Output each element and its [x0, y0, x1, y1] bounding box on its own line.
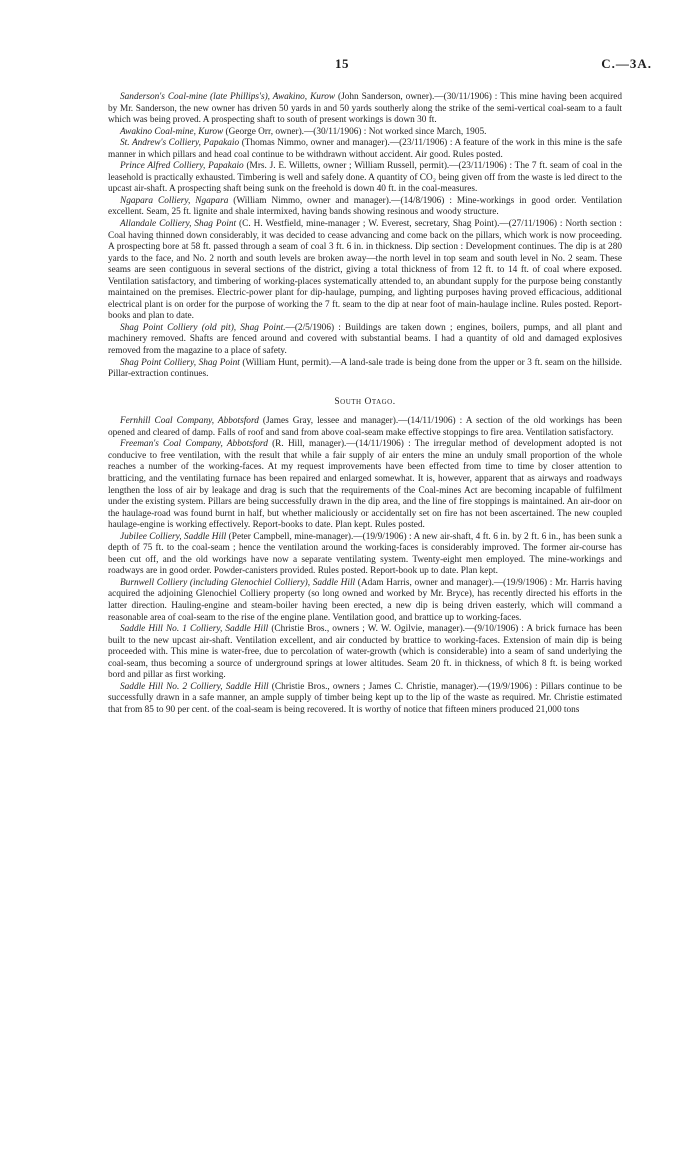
colliery-title: Shag Point Colliery, Shag Point — [120, 357, 240, 368]
paragraph-body: (Christie Bros., owners ; W. W. Ogilvie, manager).—(9/10/1906) : A brick furnace has been built to the new upcast air-shaft. Ventilation excellent, and air conducted by brattice to working-faces. Extension of main dip is being proceeded with. This mine is water-free, due to percolation of water-growth (which is considerable) into a seam of sand underlying the coal-seam, thus becoming a source of underground springs at lower altitudes. Seam 20 ft. in thickness, of which 8 ft. is being worked bord and pillar as first working. — [108, 624, 622, 681]
page-number: 15 — [335, 56, 349, 71]
paragraph-body: (C. H. Westfield, mine-manager ; W. Everest, secretary, Shag Point).—(27/11/1906) : North section : Coal having thinned down considerably, it was decided to cease advancing and come back on the pillars, which work is now proceeding. A prospecting bore at 58 ft. passed through a seam of coal 3 ft. 6 in. in thickness. Dip section : Development continues. The dip is at 280 yards to the face, and No. 2 north and south levels are broken away—the north level in top seam and south level in No. 2 seam. These seams are seen contiguous in several sections of the district, giving a total thickness of from 12 ft. to 14 ft. of coal where exposed. Ventilation satisfactory, and timbering of working-places systematically attended to, an abundant supply for the purpose being constantly maintained on the premises. Electric-power plant for dip-haulage, pumping, and lighting purposes having proved efficacious, additional electrical plant is on order for the purpose of working the 7 ft. seam to the dip at near foot of main-haulage incline. Rules posted. Report-books and plan to date. — [108, 219, 622, 322]
report-paragraph — [108, 532, 622, 578]
paragraph-body: (Thomas Nimmo, owner and manager).—(23/11/1906) : A feature of the work in this mine is the safe manner in which pillars and head coal continue to be withdrawn without accident. Air good. Rules posted. — [108, 138, 622, 160]
north-otago-section — [108, 92, 622, 381]
document-page — [108, 56, 652, 716]
report-paragraph — [108, 323, 622, 358]
colliery-title: Allandale Colliery, Shag Point — [120, 219, 237, 230]
paragraph-body: (William Hunt, permit).—A land-sale trade is being done from the upper or 3 ft. seam on the hillside. Pillar-extraction continues. — [108, 357, 622, 380]
colliery-title: Prince Alfred Colliery, Papakaio — [120, 161, 244, 172]
paragraph-body: —(2/5/1906) : Buildings are taken down ; engines, boilers, pumps, and all plant and machinery removed. Shafts are fenced around and covered with substantial beams. I had a quantity of old and damaged explosives removed from the magazine to a place of safety. — [108, 322, 623, 357]
report-paragraph — [108, 439, 622, 531]
document-reference: C.—3A. — [601, 56, 652, 71]
paragraph-body: (George Orr, owner).—(30/11/1906) : Not worked since March, 1905. — [223, 126, 487, 137]
colliery-title: Awakino Coal-mine, Kurow — [120, 126, 224, 137]
colliery-title: Freeman's Coal Company, Abbotsford — [120, 439, 268, 450]
paragraph-body: (Christie Bros., owners ; James C. Christie, manager).—(19/9/1906) : Pillars continue to be successfully drawn in a safe manner, an ample supply of timber being kept up to the lip of the waste as required. Mr. Christie estimated that from 85 to 90 per cent. of the coal-seam is being recovered. It is worthy of notice that fifteen miners produced 21,000 tons — [108, 681, 622, 715]
report-paragraph — [108, 161, 622, 196]
paragraph-body: (Peter Campbell, mine-manager).—(19/9/1906) : A new air-shaft, 4 ft. 6 in. by 2 ft. 6 in., has been sunk a depth of 75 ft. to the coal-seam ; hence the ventilation around the working-faces is considerably improved. The former air-course has been cut off, and the old workings have now a separate ventilating system. Twenty-eight men employed. The mine-workings and roadways are in good order. Powder-canisters provided. Rules posted. Report-book up to date. Plan kept. — [108, 531, 622, 577]
colliery-title: Sanderson's Coal-mine (late Phillips's), Awakino, Kurow — [120, 92, 336, 102]
south-otago-section — [108, 416, 622, 716]
colliery-title: Burnwell Colliery (including Glenochiel Colliery), Saddle Hill — [120, 577, 356, 588]
report-paragraph — [108, 196, 622, 219]
report-paragraph — [108, 92, 622, 127]
section-heading: South Otago. — [334, 396, 396, 407]
paragraph-body: (R. Hill, manager).—(14/11/1906) : The irregular method of development adopted is not conducive to free ventilation, with the result that while a fair supply of air enters the mine an unduly small proportion of the whole reaches a number of the working-faces. At my request improvements have been effected from time to time by closer attention to bratticing, and the ventilating furnace has been repaired and enlarged somewhat. It is, however, apparent that as airways and roadways lengthen the loss of air by leakage and drag is such that the requirements of the Coal-mines Act are becoming incapable of fulfilment under the existing system. Pillars are being successfully drawn in the dip area, and the line of fire stoppings is maintained. An air-door on the haulage-road was found burnt in half, but whether maliciously or accidentally set on fire has not been ascertained. The new coupled haulage-engine is working effectively. Report-books to date. Plan kept. Rules posted. — [108, 439, 622, 531]
colliery-title: Ngapara Colliery, Ngapara — [120, 195, 229, 206]
paragraph-body: (Mrs. J. E. Willetts, owner ; William Russell, permit).—(23/11/1906) : The 7 ft. seam of coal in the leasehold is practically exhausted. Timbering is well and safely done. A quantity of CO₂ being given off from the waste is led direct to the upcast air-shaft. A prospecting shaft being sunk on the freehold is down 40 ft. in the coal-measures. — [108, 161, 623, 195]
paragraph-body: (Adam Harris, owner and manager).—(19/9/1906) : Mr. Harris having acquired the adjoining Glenochiel Colliery property (so long owned and worked by Mr. Bryce), has recently directed his efforts in the latter direction. Hauling-engine and steam-boiler having been erected, a new dip is being driven easterly, which will command a reasonable area of coal-seam to the rise of the engine plane. Ventilation good, and brattice up to working-faces. — [108, 577, 622, 623]
report-paragraph — [108, 127, 622, 139]
page-header — [108, 56, 652, 78]
report-paragraph — [108, 578, 622, 624]
report-paragraph — [108, 219, 622, 323]
colliery-title: Shag Point Colliery (old pit), Shag Point. — [120, 322, 286, 333]
colliery-title: Fernhill Coal Company, Abbotsford — [120, 416, 259, 427]
paragraph-body: (William Nimmo, owner and manager).—(14/8/1906) : Mine-workings in good order. Ventilation excellent. Seam, 25 ft. lignite and shale intermixed, having bands showing resinous and woody structure. — [108, 195, 622, 218]
paragraph-body: (James Gray, lessee and manager).—(14/11/1906) : A section of the old workings has been opened and cleared of damp. Falls of roof and sand from above coal-seam make effective stoppings to fire area. Ventilation satisfactory. — [108, 416, 622, 438]
colliery-title: Jubilee Colliery, Saddle Hill — [120, 531, 227, 542]
report-paragraph — [108, 416, 622, 439]
paragraph-body: (John Sanderson, owner).—(30/11/1906) : This mine having been acquired by Mr. Sanderson, the new owner has driven 50 yards in and 50 yards southerly along the strike of the semi-vertical coal-seam to a fault which was being proved. A prospecting shaft to south of present workings is down 30 ft. — [108, 92, 623, 126]
report-paragraph — [108, 682, 622, 717]
report-paragraph — [108, 138, 622, 161]
colliery-title: Saddle Hill No. 2 Colliery, Saddle Hill — [120, 681, 269, 692]
report-paragraph — [108, 624, 622, 682]
colliery-title: St. Andrew's Colliery, Papakaio — [120, 138, 240, 149]
report-paragraph — [108, 358, 622, 381]
colliery-title: Saddle Hill No. 1 Colliery, Saddle Hill — [120, 624, 269, 635]
